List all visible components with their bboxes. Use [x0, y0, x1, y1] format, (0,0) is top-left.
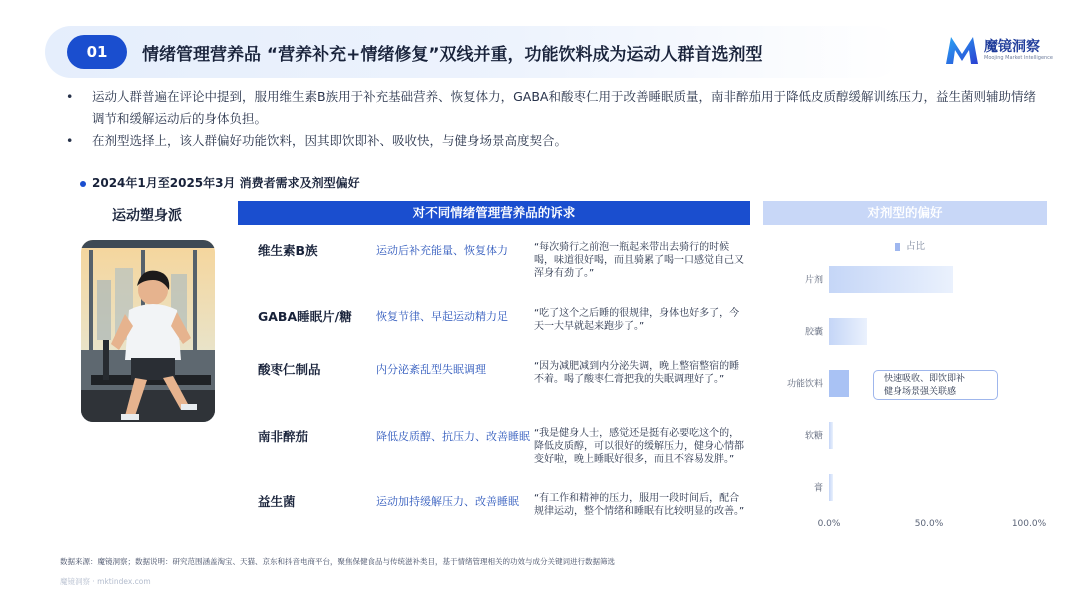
section-number-badge: 01	[67, 35, 127, 69]
section-dot-icon	[80, 181, 86, 187]
persona-label: 运动塑身派	[112, 208, 182, 224]
x-tick-label: 50.0%	[914, 519, 944, 529]
appeal-column-header: 对不同情绪管理营养品的诉求	[238, 201, 750, 225]
section-title	[80, 174, 360, 191]
bar-功能饮料	[829, 370, 849, 397]
bar-胶囊	[829, 318, 867, 345]
product-benefit: 降低皮质醇、抗压力、改善睡眠	[376, 430, 530, 443]
watermark: 魔镜洞察 · mktindex.com	[60, 577, 151, 586]
product-benefit: 恢复节律、早起运动精力足	[376, 310, 508, 323]
bar-软糖	[829, 422, 833, 449]
product-benefit: 运动加持缓解压力、改善睡眠	[376, 495, 519, 508]
brand-m-icon	[944, 34, 980, 66]
bullet-item	[66, 130, 1036, 152]
category-label: 功能饮料	[786, 379, 823, 390]
data-source-note: 数据来源：魔镜洞察；数据说明：研究范围涵盖淘宝、天猫、京东和抖音电商平台，聚焦保健食品与传统滋补类目，基于情绪管理相关的功效与成分关键词进行数据筛选	[60, 557, 615, 566]
section-title-text: 2024年1月至2025年3月 消费者需求及剂型偏好	[92, 176, 360, 190]
summary-bullets	[66, 86, 1036, 152]
category-label: 软糖	[804, 431, 823, 442]
brand-subtitle: Moojing Market Intelligence	[984, 55, 1054, 61]
x-tick-label: 100.0%	[1011, 519, 1047, 529]
runner-illustration	[81, 240, 215, 422]
chart-callout	[873, 370, 998, 400]
product-name: GABA睡眠片/糖	[258, 309, 352, 324]
bullet-dot-icon: •	[66, 89, 74, 104]
product-name: 益生菌	[258, 494, 296, 509]
consumer-quote: “吃了这个之后睡的很规律，身体也好多了，今天一大早就起来跑步了。”	[534, 308, 740, 332]
consumer-quote: “因为减肥减到内分泌失调，晚上整宿整宿的睡不着。喝了酸枣仁膏把我的失眠调理好了。”	[534, 361, 740, 385]
category-label: 片剂	[804, 275, 823, 286]
consumer-quote: “我是健身人士，感觉还是挺有必要吃这个的，降低皮质醇，可以很好的缓解压力，健身心情都变好啦，晚上睡眠好很多，而且不容易发胖。”	[534, 428, 744, 465]
dosage-form-column-header: 对剂型的偏好	[763, 201, 1047, 225]
consumer-quote: “有工作和精神的压力，服用一段时间后，配合规律运动，整个情绪和睡眠有比较明显的改善。”	[534, 493, 745, 517]
x-tick-label: 0.0%	[817, 519, 841, 529]
callout-line: 健身场景强关联感	[884, 387, 957, 397]
brand-name: 魔镜洞察	[984, 39, 1040, 55]
bullet-dot-icon: •	[66, 133, 74, 148]
consumer-quote: “每次骑行之前泡一瓶起来带出去骑行的时候喝，味道很好喝，而且骑累了喝一口感觉自己又浑身有劲了。”	[534, 242, 744, 279]
product-name: 酸枣仁制品	[258, 362, 321, 377]
bullet-text: 在剂型选择上，该人群偏好功能饮料，因其即饮即补、吸收快，与健身场景高度契合。	[92, 133, 568, 148]
brand-logo	[944, 34, 1074, 68]
product-name: 维生素B族	[258, 243, 318, 258]
callout-line: 快速吸收、即饮即补	[884, 374, 966, 384]
bullet-item	[66, 86, 1036, 130]
page-title: 情绪管理营养品 “营养补充+情绪修复”双线并重，功能饮料成为运动人群首选剂型	[142, 45, 763, 65]
category-label: 膏	[813, 483, 823, 494]
bullet-text: 运动人群普遍在评论中提到，服用维生素B族用于补充基础营养、恢复体力，GABA和酸枣仁用于改善睡眠质量，南非醉茄用于降低皮质醇缓解训练压力，益生菌则辅助情绪调节和缓解运动后的身体负担。	[92, 89, 1036, 126]
legend-label: 占比	[906, 241, 926, 252]
bar-膏	[829, 474, 833, 501]
category-label: 胶囊	[804, 327, 823, 338]
product-name: 南非醉茄	[258, 429, 309, 444]
product-benefit: 内分泌紊乱型失眠调理	[376, 363, 486, 376]
product-benefit: 运动后补充能量、恢复体力	[376, 244, 508, 257]
bar-片剂	[829, 266, 953, 293]
